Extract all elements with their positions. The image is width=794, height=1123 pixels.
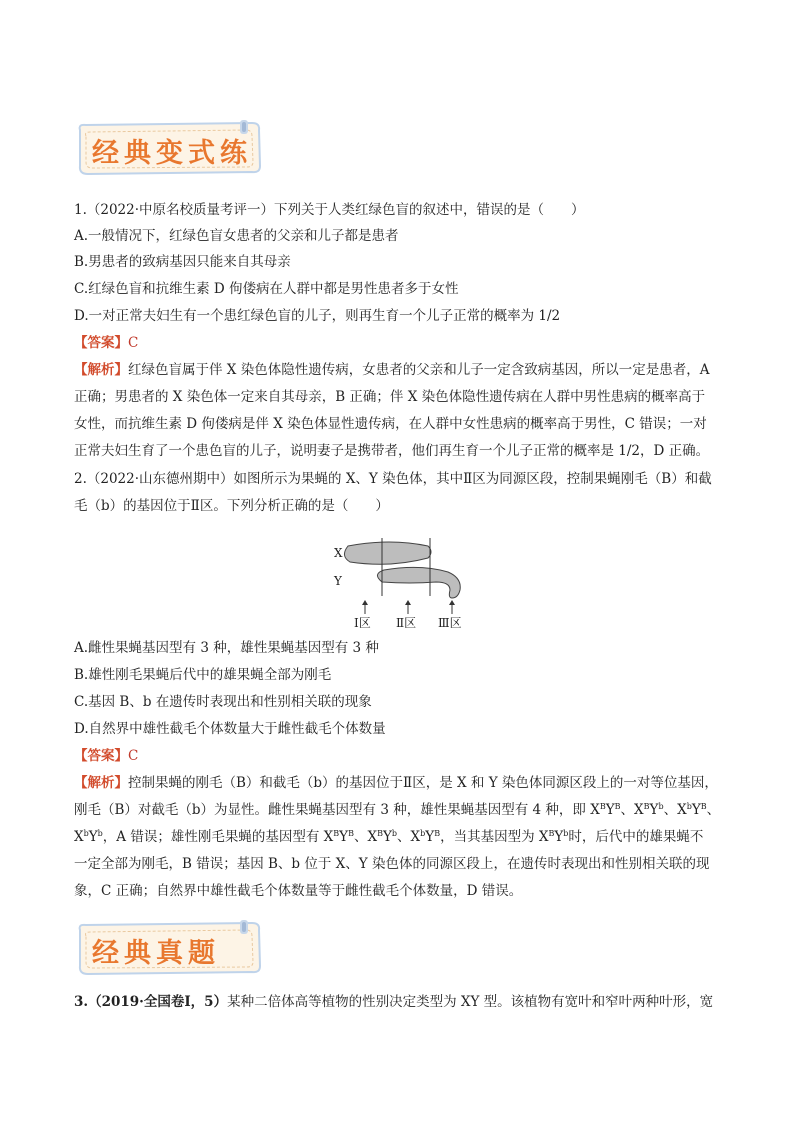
q2-option-c: C.基因 B、b 在遗传时表现出和性别相关联的现象 xyxy=(74,694,372,710)
q1-option-c: C.红绿色盲和抗维生素 D 佝偻病在人群中都是男性患者多于女性 xyxy=(74,281,459,297)
section-title: 经典变式练 xyxy=(92,138,252,169)
q1-analysis-line-4: 正常夫妇生育了一个患色盲的儿子，说明妻子是携带者，他们再生育一个儿子正常的概率是 1/2，D 正确。 xyxy=(74,443,710,459)
q2-analysis-line-5: 象，C 正确；自然界中雄性截毛个体数量等于雌性截毛个体数量，D 错误。 xyxy=(74,883,523,899)
region-2-label: Ⅱ区 xyxy=(396,616,417,630)
q1-answer xyxy=(74,333,724,353)
q3-text: 某种二倍体高等植物的性别决定类型为 XY 型。该植物有宽叶和窄叶两种叶形，宽 xyxy=(227,994,714,1010)
q2-analysis-line-3: $X^bY^b$，A 错误；雄性刚毛果蝇的基因型有 $X^BY^B$、$X^BY^b$、$X^bY^B$，当其基因型为 $X^BY^b$时，后代中的雄果蝇不 xyxy=(74,829,704,845)
q2-stem-line-1: 2.（2022·山东德州期中）如图所示为果蝇的 X、Y 染色体，其中Ⅱ区为同源区段，控制果蝇刚毛（B）和截 xyxy=(74,471,712,487)
q2-analysis-line-4: 一定全部为刚毛，B 错误；基因 B、b 位于 X、Y 染色体的同源区段上，在遗传时表现出和性别相关联的现 xyxy=(74,856,710,872)
answer-value: C xyxy=(128,335,139,351)
q1-option-b: B.男患者的致病基因只能来自其母亲 xyxy=(74,254,291,270)
region-1-label: Ⅰ区 xyxy=(354,616,371,630)
question-1-stem: 1.（2022·中原名校质量考评一）下列关于人类红绿色盲的叙述中，错误的是（ ） xyxy=(74,202,585,218)
section-title: 经典真题 xyxy=(92,938,220,969)
y-chromosome-label: Y xyxy=(334,574,342,588)
x-chromosome-label: X xyxy=(334,546,343,560)
analysis-label: 【解析】 xyxy=(74,775,128,791)
q1-option-d: D.一对正常夫妇生有一个患红绿色盲的儿子，则再生育一个儿子正常的概率为 1/2 xyxy=(74,308,561,324)
q2-option-b: B.雄性刚毛果蝇后代中的雄果蝇全部为刚毛 xyxy=(74,667,332,683)
q3-source: 3.（2019·全国卷Ⅰ，5） xyxy=(74,994,228,1010)
analysis-label: 【解析】 xyxy=(74,362,128,378)
question-3-stem xyxy=(74,992,724,1012)
answer-value: C xyxy=(128,748,139,764)
region-3-label: Ⅲ区 xyxy=(438,616,462,630)
q2-stem-line-2: 毛（b）的基因位于Ⅱ区。下列分析正确的是（ ） xyxy=(74,498,389,514)
chromosome-figure xyxy=(330,538,470,630)
section-banner-variant xyxy=(74,120,266,176)
analysis-text: 红绿色盲属于伴 X 染色体隐性遗传病，女患者的父亲和儿子一定含致病基因，所以一定是患者，A xyxy=(128,362,710,378)
answer-label: 【答案】 xyxy=(74,748,128,764)
answer-label: 【答案】 xyxy=(74,335,128,351)
q1-analysis-line-3: 女性，而抗维生素 D 佝偻病是伴 X 染色体显性遗传病，在人群中女性患病的概率高于男性，C 错误；一对 xyxy=(74,416,707,432)
section-banner-real xyxy=(74,920,266,976)
q2-analysis-line-1 xyxy=(74,773,724,793)
q2-answer xyxy=(74,746,724,766)
q2-option-d: D.自然界中雄性截毛个体数量大于雌性截毛个体数量 xyxy=(74,721,386,737)
q1-analysis-line-2: 正确；男患者的 X 染色体一定来自其母亲，B 正确；伴 X 染色体隐性遗传病在人群中男性患病的概率高于 xyxy=(74,389,706,405)
q2-option-a: A.雌性果蝇基因型有 3 种，雄性果蝇基因型有 3 种 xyxy=(74,640,379,656)
q1-option-a: A.一般情况下，红绿色盲女患者的父亲和儿子都是患者 xyxy=(74,228,399,244)
analysis-text: 控制果蝇的刚毛（B）和截毛（b）的基因位于Ⅱ区，是 X 和 Y 染色体同源区段上的一对等位基因， xyxy=(128,775,718,791)
q2-analysis-line-2: 刚毛（B）对截毛（b）为显性。雌性果蝇基因型有 3 种，雄性果蝇基因型有 4 种，即 $X^BY^B$、$X^BY^b$、$X^bY^B$、 xyxy=(74,802,721,818)
q1-analysis-line-1 xyxy=(74,360,724,380)
